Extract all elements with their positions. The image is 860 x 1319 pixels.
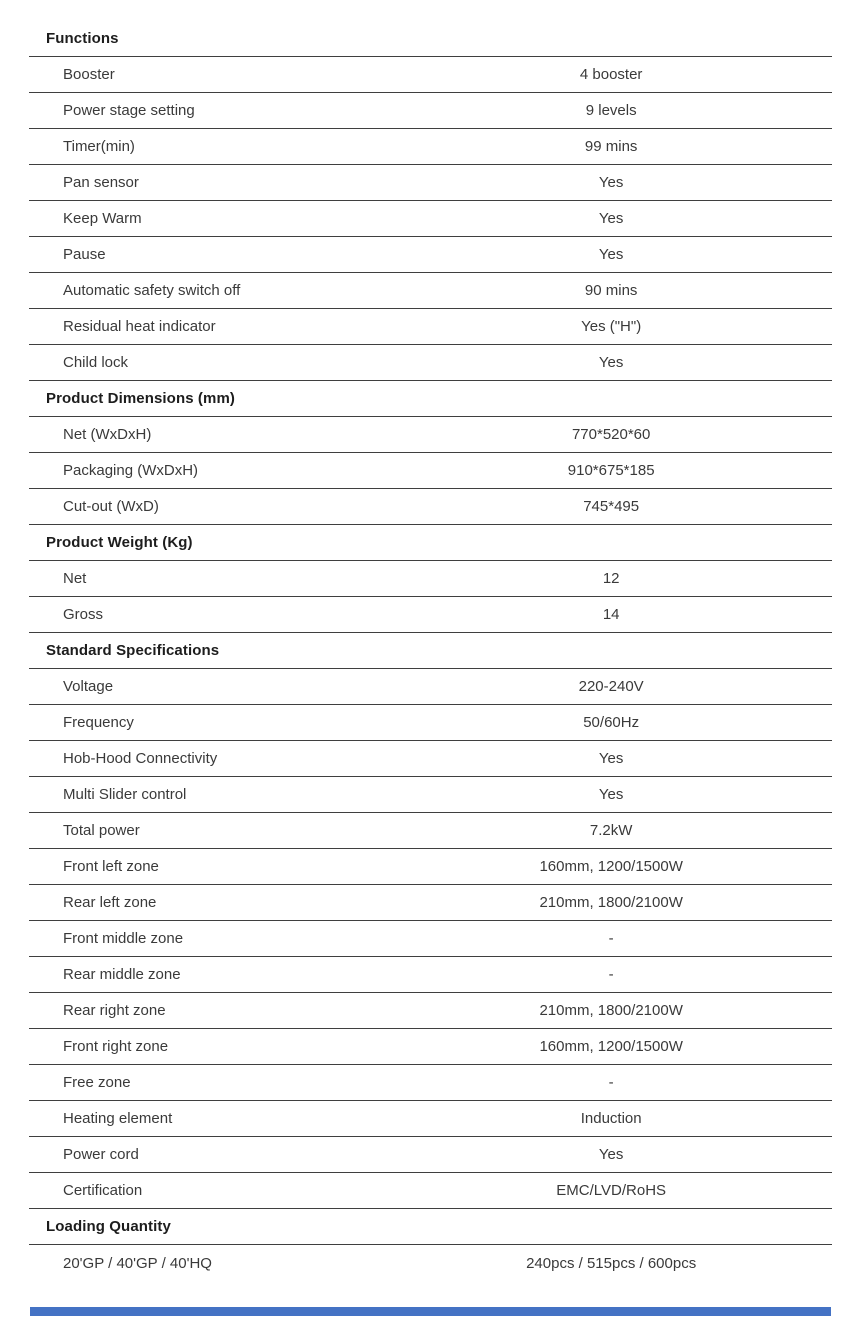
spec-value: Yes ("H") (581, 318, 642, 335)
spec-row (29, 957, 832, 993)
spec-row (29, 1065, 832, 1101)
spec-row (29, 237, 832, 273)
spec-value: - (608, 930, 614, 947)
spec-label: Front right zone (63, 1038, 169, 1055)
spec-row (29, 1101, 832, 1137)
spec-row (29, 741, 832, 777)
section-header (29, 1209, 832, 1245)
section-header (29, 381, 832, 417)
spec-label: Packaging (WxDxH) (63, 462, 199, 479)
spec-label: Front left zone (63, 858, 159, 875)
spec-row (29, 345, 832, 381)
spec-label: Pause (63, 246, 106, 263)
spec-label: 20'GP / 40'GP / 40'HQ (63, 1254, 212, 1272)
spec-row (29, 129, 832, 165)
spec-label: Multi Slider control (63, 786, 187, 803)
spec-row (29, 1173, 832, 1209)
spec-row (29, 813, 832, 849)
spec-value: 50/60Hz (583, 714, 640, 731)
spec-row (29, 93, 832, 129)
spec-label: Total power (63, 822, 140, 839)
spec-value: 12 (602, 570, 620, 587)
section-title: Product Weight (Kg) (46, 534, 193, 551)
spec-label: Rear right zone (63, 1002, 166, 1019)
spec-label: Residual heat indicator (63, 318, 216, 335)
spec-value: EMC/LVD/RoHS (556, 1182, 667, 1199)
bottom-accent-bar (30, 1307, 831, 1316)
section-title: Loading Quantity (46, 1218, 171, 1235)
spec-row (29, 273, 832, 309)
spec-value: Yes (598, 750, 624, 767)
spec-label: Automatic safety switch off (63, 282, 241, 299)
spec-value: 4 booster (579, 66, 643, 83)
spec-value: 160mm, 1200/1500W (539, 1038, 683, 1055)
spec-row (29, 705, 832, 741)
spec-value: - (608, 966, 614, 983)
spec-label: Net (WxDxH) (63, 426, 152, 443)
spec-value: 220-240V (578, 678, 644, 695)
spec-row (29, 921, 832, 957)
spec-row (29, 885, 832, 921)
spec-value: 910*675*185 (567, 462, 655, 479)
spec-label: Keep Warm (63, 210, 142, 227)
spec-value: 210mm, 1800/2100W (539, 894, 683, 911)
spec-row (29, 849, 832, 885)
spec-value: 9 levels (585, 102, 637, 119)
spec-label: Rear middle zone (63, 966, 181, 983)
spec-label: Booster (63, 66, 115, 83)
spec-label: Pan sensor (63, 174, 139, 191)
spec-label: Child lock (63, 354, 129, 371)
spec-label: Frequency (63, 714, 134, 731)
spec-row (29, 201, 832, 237)
spec-row (29, 1245, 832, 1281)
section-header (29, 21, 832, 57)
spec-label: Power cord (63, 1146, 139, 1163)
section-title: Standard Specifications (46, 642, 220, 659)
spec-label: Heating element (63, 1110, 173, 1127)
spec-row (29, 1137, 832, 1173)
spec-label: Timer(min) (63, 138, 135, 155)
spec-value: 770*520*60 (571, 426, 651, 443)
spec-label: Hob-Hood Connectivity (63, 750, 218, 767)
spec-value: 90 mins (584, 282, 638, 299)
spec-value: Induction (580, 1110, 642, 1127)
spec-label: Cut-out (WxD) (63, 498, 159, 515)
spec-value: Yes (598, 174, 624, 191)
spec-label: Net (63, 570, 87, 587)
spec-label: Free zone (63, 1074, 131, 1091)
spec-value: Yes (598, 354, 624, 371)
spec-row (29, 1029, 832, 1065)
spec-value: 210mm, 1800/2100W (539, 1002, 683, 1019)
spec-label: Gross (63, 606, 104, 623)
spec-value: 240pcs / 515pcs / 600pcs (526, 1254, 697, 1272)
spec-label: Certification (63, 1182, 143, 1199)
spec-row (29, 417, 832, 453)
spec-value: Yes (598, 786, 624, 803)
section-title: Product Dimensions (mm) (46, 390, 235, 407)
spec-value: 14 (602, 606, 620, 623)
spec-table (29, 21, 832, 1281)
spec-label: Front middle zone (63, 930, 184, 947)
spec-value: Yes (598, 1146, 624, 1163)
spec-row (29, 453, 832, 489)
spec-row (29, 561, 832, 597)
spec-label: Voltage (63, 678, 114, 695)
spec-value: 745*495 (583, 498, 640, 515)
spec-row (29, 309, 832, 345)
spec-value: 7.2kW (589, 822, 633, 839)
spec-row (29, 669, 832, 705)
spec-label: Rear left zone (63, 894, 157, 911)
spec-label: Power stage setting (63, 102, 195, 119)
section-header (29, 525, 832, 561)
spec-row (29, 993, 832, 1029)
spec-row (29, 597, 832, 633)
spec-row (29, 165, 832, 201)
section-header (29, 633, 832, 669)
spec-value: - (608, 1074, 614, 1091)
spec-row (29, 489, 832, 525)
spec-row (29, 777, 832, 813)
spec-value: 99 mins (584, 138, 638, 155)
spec-row (29, 57, 832, 93)
spec-value: Yes (598, 210, 624, 227)
section-title: Functions (46, 30, 119, 47)
spec-value: Yes (598, 246, 624, 263)
spec-value: 160mm, 1200/1500W (539, 858, 683, 875)
